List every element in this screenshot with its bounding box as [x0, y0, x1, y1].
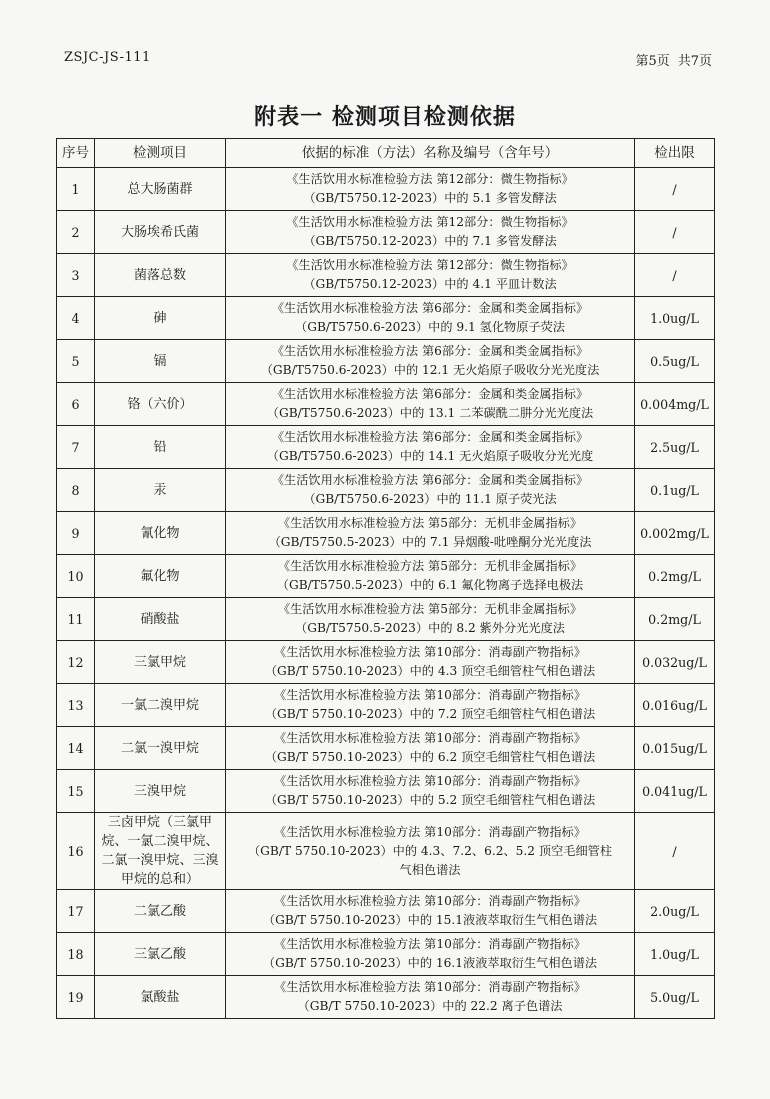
detection-limit: /: [635, 254, 715, 297]
column-header-item: 检测项目: [95, 139, 226, 168]
page-current: 第5页: [635, 54, 670, 69]
method-line: 《生活饮用水标准检验方法 第10部分：消毒副产物指标》: [274, 688, 586, 702]
method-line: 《生活饮用水标准检验方法 第5部分：无机非金属指标》: [277, 602, 583, 616]
method-standard: [226, 469, 635, 512]
table-row: [57, 211, 715, 254]
method-line: 《生活饮用水标准检验方法 第12部分：微生物指标》: [286, 258, 574, 272]
method-line: （GB/T5750.6-2023）中的 9.1 氢化物原子荧法: [295, 320, 565, 334]
detection-item: 砷: [95, 297, 226, 340]
detection-item: 菌落总数: [95, 254, 226, 297]
method-line: （GB/T5750.6-2023）中的 11.1 原子荧光法: [303, 492, 557, 506]
method-line: （GB/T5750.5-2023）中的 6.1 氟化物离子选择电极法: [276, 578, 584, 592]
detection-limit: 1.0ug/L: [635, 933, 715, 976]
row-number: 16: [57, 813, 95, 890]
method-standard: [226, 770, 635, 813]
method-standard: [226, 168, 635, 211]
method-line: （GB/T 5750.10-2023）中的 22.2 离子色谱法: [297, 999, 563, 1013]
detection-limit: 0.015ug/L: [635, 727, 715, 770]
row-number: 15: [57, 770, 95, 813]
detection-item: 硝酸盐: [95, 598, 226, 641]
method-standard: [226, 512, 635, 555]
method-line: （GB/T5750.12-2023）中的 5.1 多管发酵法: [303, 191, 557, 205]
method-line: 《生活饮用水标准检验方法 第5部分：无机非金属指标》: [277, 559, 583, 573]
column-header-method: 依据的标准（方法）名称及编号（含年号）: [226, 139, 635, 168]
table-row: [57, 168, 715, 211]
method-line: （GB/T5750.5-2023）中的 7.1 异烟酸-吡唑酮分光光度法: [268, 535, 592, 549]
row-number: 1: [57, 168, 95, 211]
method-line: （GB/T 5750.10-2023）中的 7.2 顶空毛细管柱气相色谱法: [264, 707, 596, 721]
detection-limit: 2.5ug/L: [635, 426, 715, 469]
method-standard: [226, 254, 635, 297]
table-row: [57, 512, 715, 555]
row-number: 3: [57, 254, 95, 297]
detection-item: 铬（六价）: [95, 383, 226, 426]
row-number: 11: [57, 598, 95, 641]
method-line: （GB/T5750.12-2023）中的 7.1 多管发酵法: [303, 234, 557, 248]
method-line: （GB/T5750.6-2023）中的 12.1 无火焰原子吸收分光光度法: [260, 363, 600, 377]
method-line: 《生活饮用水标准检验方法 第6部分：金属和类金属指标》: [271, 301, 589, 315]
method-line: （GB/T 5750.10-2023）中的 16.1液液萃取衍生气相色谱法: [262, 956, 598, 970]
detection-limit: /: [635, 813, 715, 890]
method-line: 《生活饮用水标准检验方法 第6部分：金属和类金属指标》: [271, 344, 589, 358]
table-row: [57, 641, 715, 684]
table-row: [57, 426, 715, 469]
detection-item: 大肠埃希氏菌: [95, 211, 226, 254]
row-number: 10: [57, 555, 95, 598]
column-header-limit: 检出限: [635, 139, 715, 168]
row-number: 14: [57, 727, 95, 770]
detection-item: 镉: [95, 340, 226, 383]
method-line: （GB/T5750.12-2023）中的 4.1 平皿计数法: [303, 277, 557, 291]
table-row: [57, 383, 715, 426]
method-line: （GB/T5750.6-2023）中的 14.1 无火焰原子吸收分光光度: [266, 449, 594, 463]
detection-limit: 1.0ug/L: [635, 297, 715, 340]
table-body: [57, 168, 715, 1019]
detection-limit: 0.002mg/L: [635, 512, 715, 555]
detection-item: 三卤甲烷（三氯甲烷、一氯二溴甲烷、二氯一溴甲烷、三溴甲烷的总和）: [95, 813, 226, 890]
table-row: [57, 684, 715, 727]
detection-limit: 0.2mg/L: [635, 598, 715, 641]
row-number: 17: [57, 890, 95, 933]
detection-limit: 0.016ug/L: [635, 684, 715, 727]
detection-item: 二氯乙酸: [95, 890, 226, 933]
method-line: （GB/T 5750.10-2023）中的 4.3 顶空毛细管柱气相色谱法: [264, 664, 596, 678]
method-standard: [226, 383, 635, 426]
method-line: 《生活饮用水标准检验方法 第6部分：金属和类金属指标》: [271, 473, 589, 487]
detection-item: 汞: [95, 469, 226, 512]
method-standard: [226, 684, 635, 727]
detection-item: 二氯一溴甲烷: [95, 727, 226, 770]
method-line: 《生活饮用水标准检验方法 第10部分：消毒副产物指标》: [274, 824, 586, 839]
method-line: （GB/T 5750.10-2023）中的 6.2 顶空毛细管柱气相色谱法: [264, 750, 596, 764]
row-number: 13: [57, 684, 95, 727]
table-row: [57, 976, 715, 1019]
method-standard: [226, 297, 635, 340]
method-line: （GB/T5750.6-2023）中的 13.1 二苯碳酰二肼分光光度法: [266, 406, 594, 420]
method-standard: [226, 813, 635, 890]
method-standard: [226, 426, 635, 469]
row-number: 9: [57, 512, 95, 555]
method-standard: [226, 976, 635, 1019]
detection-item: 三氯乙酸: [95, 933, 226, 976]
page-number: [627, 50, 712, 69]
detection-item: 总大肠菌群: [95, 168, 226, 211]
row-number: 5: [57, 340, 95, 383]
table-row: [57, 890, 715, 933]
table-row: [57, 254, 715, 297]
method-standard: [226, 340, 635, 383]
detection-limit: /: [635, 168, 715, 211]
detection-limit: 0.5ug/L: [635, 340, 715, 383]
detection-limit: 2.0ug/L: [635, 890, 715, 933]
detection-item: 氯酸盐: [95, 976, 226, 1019]
detection-item: 三氯甲烷: [95, 641, 226, 684]
table-header-row: [57, 139, 715, 168]
method-line: （GB/T 5750.10-2023）中的 5.2 顶空毛细管柱气相色谱法: [264, 793, 596, 807]
column-header-no: 序号: [57, 139, 95, 168]
detection-limit: 0.2mg/L: [635, 555, 715, 598]
detection-limit: 0.041ug/L: [635, 770, 715, 813]
row-number: 7: [57, 426, 95, 469]
method-line: （GB/T5750.5-2023）中的 8.2 紫外分光光度法: [295, 621, 565, 635]
method-line: （GB/T 5750.10-2023）中的 4.3、7.2、6.2、5.2 顶空毛细管柱: [247, 843, 613, 858]
document-title: 附表一 检测项目检测依据: [254, 105, 516, 130]
detection-item: 氰化物: [95, 512, 226, 555]
table-row: [57, 598, 715, 641]
method-line: （GB/T 5750.10-2023）中的 15.1液液萃取衍生气相色谱法: [262, 913, 598, 927]
method-line: 《生活饮用水标准检验方法 第6部分：金属和类金属指标》: [271, 430, 589, 444]
row-number: 8: [57, 469, 95, 512]
method-line: 《生活饮用水标准检验方法 第10部分：消毒副产物指标》: [274, 980, 586, 994]
table-row: [57, 813, 715, 890]
method-line: 《生活饮用水标准检验方法 第10部分：消毒副产物指标》: [274, 894, 586, 908]
method-line: 《生活饮用水标准检验方法 第12部分：微生物指标》: [286, 215, 574, 229]
row-number: 12: [57, 641, 95, 684]
method-line: 《生活饮用水标准检验方法 第10部分：消毒副产物指标》: [274, 774, 586, 788]
detection-basis-table: [56, 138, 715, 1019]
detection-limit: 0.032ug/L: [635, 641, 715, 684]
detection-limit: 5.0ug/L: [635, 976, 715, 1019]
method-line: 《生活饮用水标准检验方法 第10部分：消毒副产物指标》: [274, 937, 586, 951]
table-row: [57, 770, 715, 813]
detection-item: 三溴甲烷: [95, 770, 226, 813]
detection-item: 一氯二溴甲烷: [95, 684, 226, 727]
method-line: 《生活饮用水标准检验方法 第6部分：金属和类金属指标》: [271, 387, 589, 401]
detection-item: 铅: [95, 426, 226, 469]
row-number: 4: [57, 297, 95, 340]
page-total: 共7页: [677, 54, 712, 69]
method-standard: [226, 727, 635, 770]
method-standard: [226, 641, 635, 684]
row-number: 2: [57, 211, 95, 254]
detection-limit: 0.004mg/L: [635, 383, 715, 426]
method-standard: [226, 598, 635, 641]
table-row: [57, 555, 715, 598]
table-row: [57, 340, 715, 383]
method-standard: [226, 211, 635, 254]
method-standard: [226, 933, 635, 976]
method-line: 《生活饮用水标准检验方法 第5部分：无机非金属指标》: [277, 516, 583, 530]
method-standard: [226, 555, 635, 598]
row-number: 6: [57, 383, 95, 426]
table-row: [57, 727, 715, 770]
method-line: 气相色谱法: [399, 862, 461, 877]
method-line: 《生活饮用水标准检验方法 第10部分：消毒副产物指标》: [274, 645, 586, 659]
detection-item: 氟化物: [95, 555, 226, 598]
page-header: [64, 50, 712, 70]
method-line: 《生活饮用水标准检验方法 第12部分：微生物指标》: [286, 172, 574, 186]
detection-limit: 0.1ug/L: [635, 469, 715, 512]
table-row: [57, 469, 715, 512]
table-row: [57, 297, 715, 340]
detection-limit: /: [635, 211, 715, 254]
row-number: 18: [57, 933, 95, 976]
document-code: ZSJC-JS-111: [64, 50, 151, 65]
method-standard: [226, 890, 635, 933]
row-number: 19: [57, 976, 95, 1019]
table-row: [57, 933, 715, 976]
method-line: 《生活饮用水标准检验方法 第10部分：消毒副产物指标》: [274, 731, 586, 745]
